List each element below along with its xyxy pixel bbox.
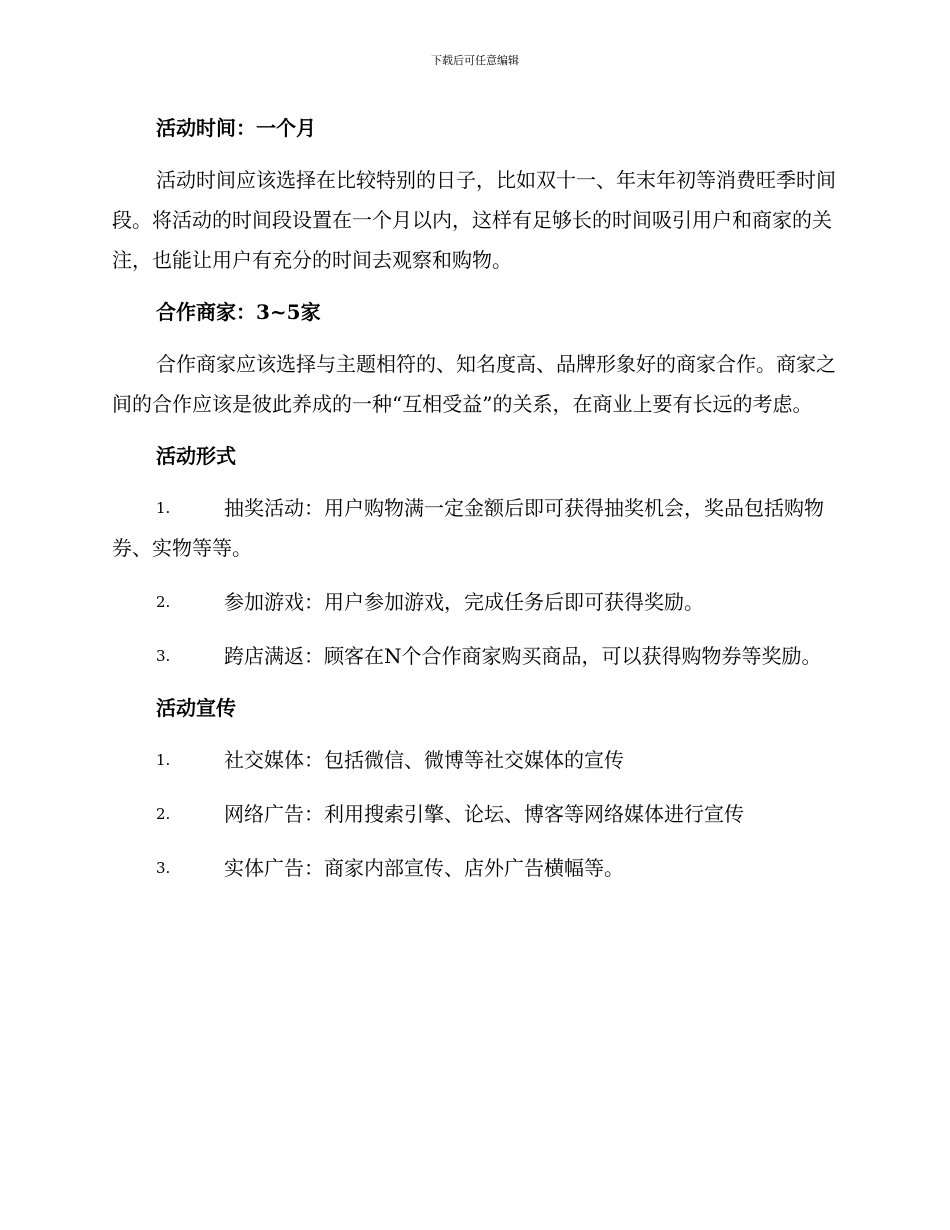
section-heading-form: 活动形式 (156, 444, 236, 468)
list-text: 网络广告：利用搜索引擎、论坛、博客等网络媒体进行宣传 (224, 802, 744, 826)
page-header-note: 下载后可任意编辑 (431, 54, 519, 67)
list-text: 参加游戏：用户参加游戏，完成任务后即可获得奖励。 (224, 590, 704, 614)
list-text: 社交媒体：包括微信、微博等社交媒体的宣传 (224, 748, 624, 772)
list-item (112, 848, 842, 888)
list-item (112, 740, 842, 780)
list-text: 抽奖活动：用户购物满一定金额后即可获得抽奖机会，奖品包括购物券、实物等等。 (112, 496, 824, 560)
list-number: 2. (156, 805, 171, 823)
list-number: 2. (156, 593, 171, 611)
list-number: 1. (156, 499, 171, 517)
list-text: 实体广告：商家内部宣传、店外广告横幅等。 (224, 856, 624, 880)
paragraph-partner: 合作商家应该选择与主题相符的、知名度高、品牌形象好的商家合作。商家之间的合作应该是彼此养成的一种“互相受益”的关系，在商业上要有长远的考虑。 (112, 352, 836, 416)
section-heading-time: 活动时间：一个月 (156, 116, 316, 140)
paragraph-time: 活动时间应该选择在比较特别的日子，比如双十一、年末年初等消费旺季时间段。将活动的时间段设置在一个月以内，这样有足够长的时间吸引用户和商家的关注，也能让用户有充分的时间去观察和购物。 (112, 168, 836, 272)
list-item (112, 636, 842, 676)
list-number: 3. (156, 859, 171, 877)
list-item (112, 794, 842, 834)
list-number: 3. (156, 647, 171, 665)
document-body (112, 110, 842, 888)
list-text: 跨店满返：顾客在N个合作商家购买商品，可以获得购物券等奖励。 (224, 644, 822, 668)
section-heading-promo: 活动宣传 (156, 696, 236, 720)
section-heading-partner: 合作商家：3~5家 (156, 300, 321, 324)
list-item (112, 488, 842, 568)
list-item (112, 582, 842, 622)
list-number: 1. (156, 751, 171, 769)
